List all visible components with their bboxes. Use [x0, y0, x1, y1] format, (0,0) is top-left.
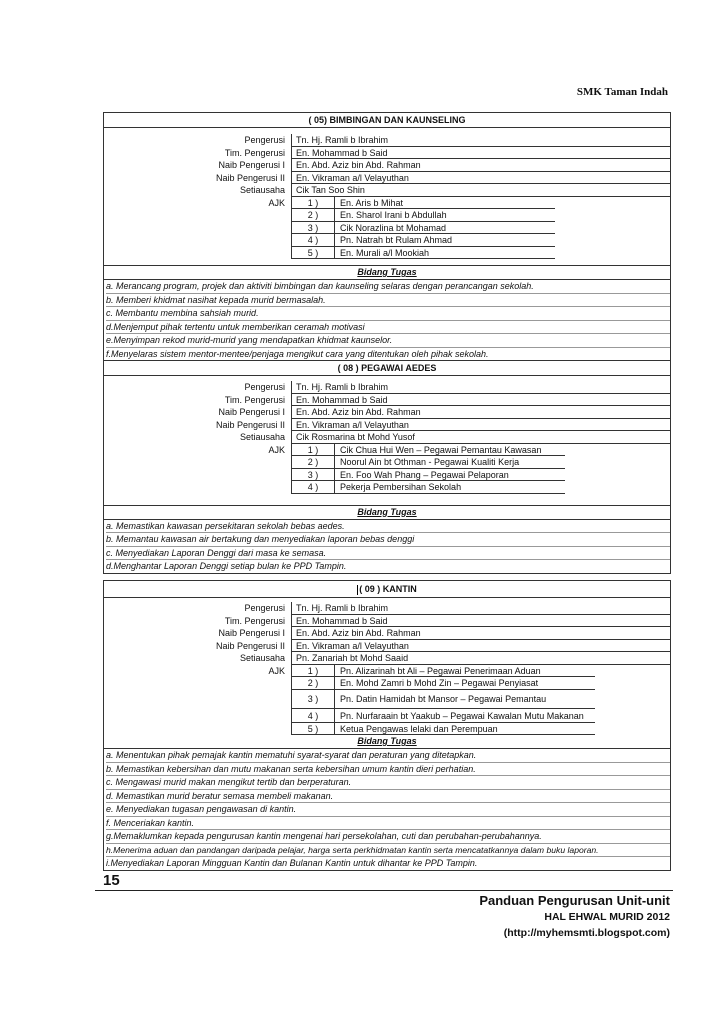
ajk-number: 4 ) [292, 481, 335, 493]
ajk-member: Pn. Alizarinah bt Ali – Pegawai Penerimaan Aduan [340, 665, 541, 676]
ajk-member: En. Murali a/l Mookiah [340, 247, 430, 258]
ajk-number: 4 ) [292, 234, 335, 246]
ajk-row [104, 197, 670, 210]
duty-item: c. Mengawasi murid makan mengikut tertib dan berperaturan. [106, 776, 670, 790]
duty-item: f. Menceriakan kantin. [106, 817, 670, 831]
duty-item: a. Menentukan pihak pemajak kantin mematuhi syarat-syarat dan peraturan yang ditetapkan. [106, 749, 670, 763]
ajk-row [104, 456, 670, 469]
officer-row [104, 627, 670, 640]
officer-row [104, 406, 670, 419]
section-title: ( 08 ) PEGAWAI AEDES [104, 361, 670, 376]
officer-row [104, 602, 670, 615]
officer-row [104, 172, 670, 185]
officer-name: Tn. Hj. Ramli b Ibrahim [291, 134, 670, 147]
ajk-number: 5 ) [292, 247, 335, 259]
officer-row [104, 431, 670, 444]
ajk-row [104, 709, 670, 723]
ajk-row [104, 690, 670, 709]
duty-item: b. Memantau kawasan air bertakung dan menyediakan laporan bebas denggi [106, 533, 670, 547]
officer-role: Setiausaha [239, 432, 285, 442]
ajk-number: 1 ) [292, 665, 335, 677]
ajk-number: 1 ) [292, 444, 335, 456]
officer-row [104, 652, 670, 665]
officer-name: En. Vikraman a/l Velayuthan [291, 419, 670, 432]
ajk-row [104, 665, 670, 678]
officer-role: Naib Pengerusi I [218, 407, 285, 417]
officer-row [104, 184, 670, 197]
bidang-tugas-heading: Bidang Tugas [104, 265, 670, 280]
duty-item: c. Membantu membina sahsiah murid. [106, 307, 670, 321]
ajk-member: Ketua Pengawas lelaki dan Perempuan [340, 723, 498, 734]
officer-role: Pengerusi [244, 382, 285, 392]
bidang-tugas-heading: Bidang Tugas [104, 735, 670, 749]
ajk-number: 3 ) [292, 469, 335, 481]
ajk-number: 3 ) [292, 222, 335, 234]
officer-name: En. Abd. Aziz bin Abd. Rahman [291, 627, 670, 640]
duty-item: f.Menyelaras sistem mentor-mentee/penjaga mengikut cara yang ditentukan oleh pihak sekolah. [106, 348, 489, 359]
officer-row [104, 381, 670, 394]
officer-role: Setiausaha [239, 653, 285, 663]
duty-list [104, 280, 670, 360]
duty-item: b. Memberi khidmat nasihat kepada murid bermasalah. [106, 294, 670, 308]
duty-item: c. Menyediakan Laporan Denggi dari masa ke semasa. [106, 547, 670, 561]
officer-role: Naib Pengerusi II [215, 640, 285, 651]
duty-item: g.Memaklumkan kepada pengurusan kantin mengenai hari persekolahan, cuti dan perubahan-perubahannya. [106, 830, 670, 844]
duty-item: h.Menerima aduan dan pandangan daripada pelajar, harga serta perkhidmatan kantin serta mencatatkannya dalam buku laporan. [106, 844, 670, 858]
duty-item: e.Menyimpan rekod murid-murid yang mendapatkan khidmat kaunselor. [106, 334, 670, 348]
officer-role: Tim. Pengerusi [224, 615, 285, 626]
officer-name: Cik Rosmarina bt Mohd Yusof [291, 431, 670, 444]
ajk-number: 1 ) [292, 197, 335, 209]
officer-name: En. Abd. Aziz bin Abd. Rahman [291, 159, 670, 172]
ajk-number: 5 ) [292, 723, 335, 735]
officer-name: Pn. Zanariah bt Mohd Saaid [291, 652, 670, 665]
ajk-row [104, 209, 670, 222]
officer-name: En. Abd. Aziz bin Abd. Rahman [291, 406, 670, 419]
ajk-member: En. Aris b Mihat [340, 197, 404, 208]
ajk-row [104, 247, 670, 260]
school-name: SMK Taman Indah [576, 86, 668, 98]
officer-row [104, 159, 670, 172]
ajk-member: Pn. Nurfaraain bt Yaakub – Pegawai Kawalan Mutu Makanan [340, 710, 584, 721]
officer-name: En. Vikraman a/l Velayuthan [291, 640, 670, 653]
officer-role: Tim. Pengerusi [224, 394, 285, 405]
officer-name: Cik Tan Soo Shin [291, 184, 670, 197]
officer-row [104, 615, 670, 628]
section-title: ( 09 ) KANTIN [359, 584, 417, 594]
ajk-row [104, 222, 670, 235]
duty-item: d. Memastikan murid beratur semasa membeli makanan. [106, 790, 670, 804]
duty-item: d.Menjemput pihak tertentu untuk memberikan ceramah motivasi [106, 321, 670, 335]
ajk-number: 4 ) [292, 709, 335, 722]
ajk-row [104, 677, 670, 690]
bidang-tugas-heading: Bidang Tugas [104, 505, 670, 520]
ajk-row [104, 723, 670, 736]
duty-item: b. Memastikan kebersihan dan mutu makanan serta kebersihan umum kantin dieri perhatian. [106, 763, 670, 777]
officer-name: Tn. Hj. Ramli b Ibrahim [291, 602, 670, 615]
officer-row [104, 147, 670, 160]
section-kantin [103, 580, 671, 871]
officer-name: En. Mohammad b Said [291, 147, 670, 160]
officer-role: Pengerusi [244, 603, 285, 613]
ajk-number: 2 ) [292, 209, 335, 221]
ajk-row [104, 481, 670, 494]
section-title-wrap [104, 581, 670, 598]
page-number: 15 [103, 872, 120, 889]
duty-list [104, 749, 670, 870]
officer-role: Tim. Pengerusi [224, 147, 285, 158]
footer-divider [95, 890, 673, 891]
ajk-member: Noorul Ain bt Othman - Pegawai Kualiti Kerja [340, 457, 520, 467]
officer-name: En. Vikraman a/l Velayuthan [291, 172, 670, 185]
ajk-label: AJK [268, 665, 285, 676]
ajk-row [104, 234, 670, 247]
duty-item: d.Menghantar Laporan Denggi setiap bulan ke PPD Tampin. [106, 561, 347, 571]
officer-row [104, 134, 670, 147]
officer-name: Tn. Hj. Ramli b Ibrahim [291, 381, 670, 394]
officer-row [104, 419, 670, 432]
duty-item: a. Merancang program, projek dan aktiviti bimbingan dan kaunseling selaras dengan perancangan sekolah. [106, 280, 670, 294]
footer-title: Panduan Pengurusan Unit-unit [479, 893, 670, 908]
ajk-label: AJK [268, 197, 285, 208]
officer-row [104, 394, 670, 407]
ajk-member: En. Sharol Irani b Abdullah [340, 210, 447, 220]
section-title: ( 05) BIMBINGAN DAN KAUNSELING [104, 113, 670, 128]
ajk-member: En. Foo Wah Phang – Pegawai Pelaporan [340, 469, 509, 480]
officer-role: Pengerusi [244, 135, 285, 145]
ajk-member: Pn. Datin Hamidah bt Mansor – Pegawai Pemantau [340, 693, 547, 704]
duty-item: e. Menyediakan tugasan pengawasan di kantin. [106, 803, 670, 817]
officer-name: En. Mohammad b Said [291, 394, 670, 407]
ajk-member: En. Mohd Zamri b Mohd Zin – Pegawai Penyiasat [340, 678, 539, 688]
ajk-number: 2 ) [292, 456, 335, 468]
footer-url: (http://myhemsmti.blogspot.com) [503, 927, 670, 939]
ajk-row [104, 469, 670, 482]
duty-list [104, 520, 670, 573]
duty-item: a. Memastikan kawasan persekitaran sekolah bebas aedes. [106, 520, 670, 534]
ajk-member: Pn. Natrah bt Rulam Ahmad [340, 235, 453, 245]
officer-role: Setiausaha [239, 185, 285, 195]
ajk-number: 2 ) [292, 677, 335, 689]
section-pegawai-aedes [103, 360, 671, 574]
ajk-label: AJK [268, 444, 285, 455]
ajk-number: 3 ) [292, 690, 335, 708]
ajk-member: Pekerja Pembersihan Sekolah [340, 482, 462, 492]
ajk-row [104, 444, 670, 457]
officer-role: Naib Pengerusi I [218, 628, 285, 638]
footer-subtitle: HAL EHWAL MURID 2012 [544, 911, 670, 923]
duty-item: i.Menyediakan Laporan Mingguan Kantin dan Bulanan Kantin untuk dihantar ke PPD Tampin. [106, 858, 478, 868]
officer-name: En. Mohammad b Said [291, 615, 670, 628]
officer-role: Naib Pengerusi II [215, 419, 285, 430]
officer-row [104, 640, 670, 653]
section-bimbingan-kaunseling [103, 112, 671, 361]
ajk-member: Cik Chua Hui Wen – Pegawai Pemantau Kawasan [340, 444, 542, 455]
officer-role: Naib Pengerusi I [218, 160, 285, 170]
officer-role: Naib Pengerusi II [215, 172, 285, 183]
ajk-member: Cik Norazlina bt Mohamad [340, 222, 447, 233]
